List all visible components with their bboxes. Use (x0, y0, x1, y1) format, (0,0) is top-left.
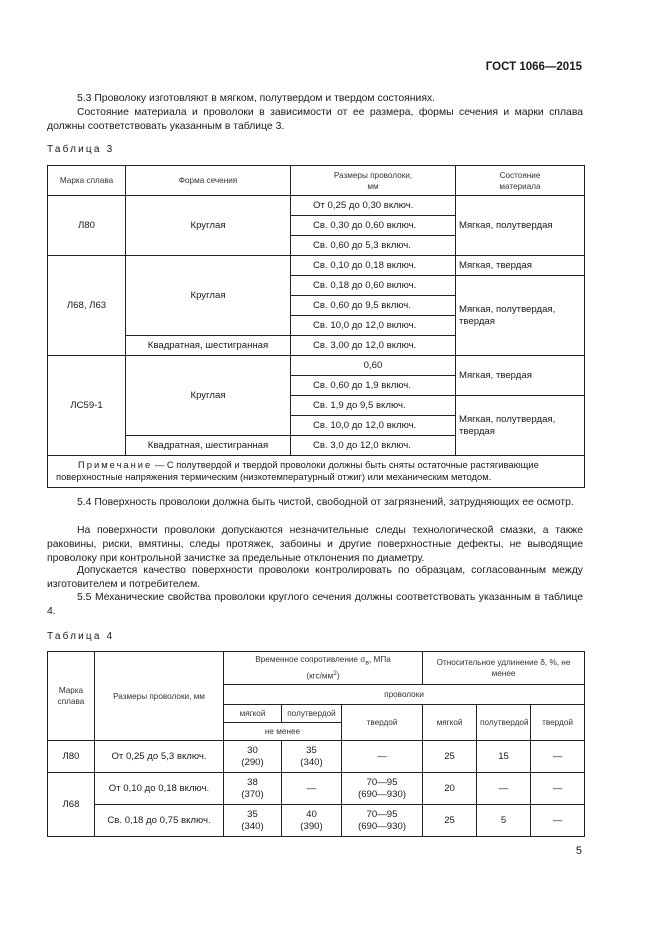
table-3-size: Св. 0,18 до 0,60 включ. (291, 276, 456, 296)
table-3-size: Св. 1,9 до 9,5 включ. (291, 396, 456, 416)
table-3-size: Св. 3,0 до 12,0 включ. (291, 436, 456, 456)
table-4-grade: Л68 (48, 773, 95, 837)
table-4-header-sizes: Размеры проволоки, мм (95, 652, 224, 741)
table-4-tensile-hard: 70—95 (690—930) (342, 773, 423, 805)
table-3-header-sizes: Размеры проволоки, мм (291, 166, 456, 196)
table-4-tensile-semi: — (282, 773, 342, 805)
paragraph-5-4-defects: На поверхности проволоки допускаются незначительные следы технологической смазки, а также раковины, риски, вмятины, следы протяжек, забоины и другие поверхностные дефекты, не выводящие проволоку при контрольной зачистке за предельные отклонения по диаметру. (47, 525, 583, 565)
table-4-header-tensile: Временное сопротивление $\sigma_в$, МПа $(кгс/мм^2)$ (224, 652, 423, 685)
table-4-tensile-semi: 35 (340) (282, 741, 342, 773)
table-4-caption: Таблица 4 (47, 631, 115, 642)
table-4-tensile-semi: 40 (390) (282, 805, 342, 837)
table-4-size: От 0,25 до 5,3 включ. (95, 741, 224, 773)
table-3-caption: Таблица 3 (47, 144, 115, 155)
table-3-form-square-hex: Квадратная, шестигранная (126, 436, 291, 456)
table-4-header-min: не менее (224, 723, 342, 741)
table-4-tensile-soft: 30 (290) (224, 741, 282, 773)
table-3-size: От 0,25 до 0,30 включ. (291, 196, 456, 216)
table-3-note-label: Примечание (78, 459, 153, 470)
table-3-size: Св. 0,30 до 0,60 включ. (291, 216, 456, 236)
paragraph-5-4: 5.4 Поверхность проволоки должна быть чистой, свободной от загрязнений, затрудняющих ее осмотр. (77, 497, 574, 508)
table-3-note (48, 456, 585, 488)
table-4-elong-hard: — (531, 773, 585, 805)
paragraph-5-5: 5.5 Механические свойства проволоки круглого сечения должны соответствовать указанным в таблице 4. (47, 592, 583, 618)
table-4-elong-hard: — (531, 741, 585, 773)
table-3-size: Св. 0,10 до 0,18 включ. (291, 256, 456, 276)
table-4-header-soft: мягкой (224, 705, 282, 723)
table-4-elong-semi: 5 (477, 805, 531, 837)
table-3-size: Св. 10,0 до 12,0 включ. (291, 416, 456, 436)
table-4-header-semi: полутвердой (282, 705, 342, 723)
table-4-elong-soft: 25 (423, 805, 477, 837)
table-4 (47, 651, 585, 837)
table-3-size: Св. 10,0 до 12,0 включ. (291, 316, 456, 336)
table-3-form-round: Круглая (126, 196, 291, 256)
table-3-state: Мягкая, полутвердая (456, 196, 585, 256)
paragraph-5-3: 5.3 Проволоку изготовляют в мягком, полутвердом и твердом состояниях. (77, 93, 436, 104)
table-4-elong-semi: — (477, 773, 531, 805)
table-4-elong-soft: 25 (423, 741, 477, 773)
table-3-form-square-hex: Квадратная, шестигранная (126, 336, 291, 356)
paragraph-5-4-samples: Допускается качество поверхности проволоки контролировать по образцам, согласованным между изготовителем и потребителем. (47, 565, 583, 591)
table-3-size: Св. 0,60 до 5,3 включ. (291, 236, 456, 256)
table-3-form-round: Круглая (126, 256, 291, 336)
table-3-size: Св. 0,60 до 1,9 включ. (291, 376, 456, 396)
table-4-size: Св. 0,18 до 0,75 включ. (95, 805, 224, 837)
table-3-header-state: Состояние материала (456, 166, 585, 196)
table-4-header-hard: твердой (342, 705, 423, 741)
table-3-note-text: — С полутвердой и твердой проволоки должны быть сняты остаточные растягивающие поверхностные напряжения термическим (низкотемпературный отжиг) или механическим методом. (56, 459, 539, 483)
page-number: 5 (575, 845, 582, 857)
table-4-grade: Л80 (48, 741, 95, 773)
table-3-grade-l68-l63: Л68, Л63 (48, 256, 126, 356)
table-3-header-grade: Марка сплава (48, 166, 126, 196)
table-row (48, 741, 585, 773)
table-4-tensile-hard: 70—95 (690—930) (342, 805, 423, 837)
table-4-tensile-soft: 35 (340) (224, 805, 282, 837)
table-4-header-grade: Марка сплава (48, 652, 95, 741)
table-4-header-elong-semi: полутвердой (477, 705, 531, 741)
table-4-header-elong-hard: твердой (531, 705, 585, 741)
table-3-state: Мягкая, полутвердая, твердая (456, 396, 585, 456)
table-4-header-wire: проволоки (224, 685, 585, 705)
document-header: ГОСТ 1066—2015 (485, 61, 582, 73)
table-3-size: Св. 0,60 до 9,5 включ. (291, 296, 456, 316)
table-3-form-round: Круглая (126, 356, 291, 436)
table-3-state: Мягкая, твердая (456, 256, 585, 276)
table-row (48, 805, 585, 837)
table-4-elong-soft: 20 (423, 773, 477, 805)
table-row (48, 773, 585, 805)
table-3 (47, 165, 585, 488)
paragraph-5-3-continued: Состояние материала и проволоки в зависимости от ее размера, формы сечения и марки сплава должны соответствовать указанным в таблице 3. (47, 107, 583, 133)
table-3-state: Мягкая, твердая (456, 356, 585, 396)
table-4-tensile-soft: 38 (370) (224, 773, 282, 805)
table-3-size: Св. 3,00 до 12,0 включ. (291, 336, 456, 356)
table-3-size: 0,60 (291, 356, 456, 376)
table-4-size: От 0,10 до 0,18 включ. (95, 773, 224, 805)
table-4-header-elongation: Относительное удлинение δ, %, не менее (423, 652, 585, 685)
table-4-tensile-hard: — (342, 741, 423, 773)
table-3-grade-ls59-1: ЛС59-1 (48, 356, 126, 456)
table-4-header-elong-soft: мягкой (423, 705, 477, 741)
table-3-header-form: Форма сечения (126, 166, 291, 196)
table-3-grade-l80: Л80 (48, 196, 126, 256)
table-3-state: Мягкая, полутвердая, твердая (456, 276, 585, 356)
table-4-elong-semi: 15 (477, 741, 531, 773)
table-4-elong-hard: — (531, 805, 585, 837)
